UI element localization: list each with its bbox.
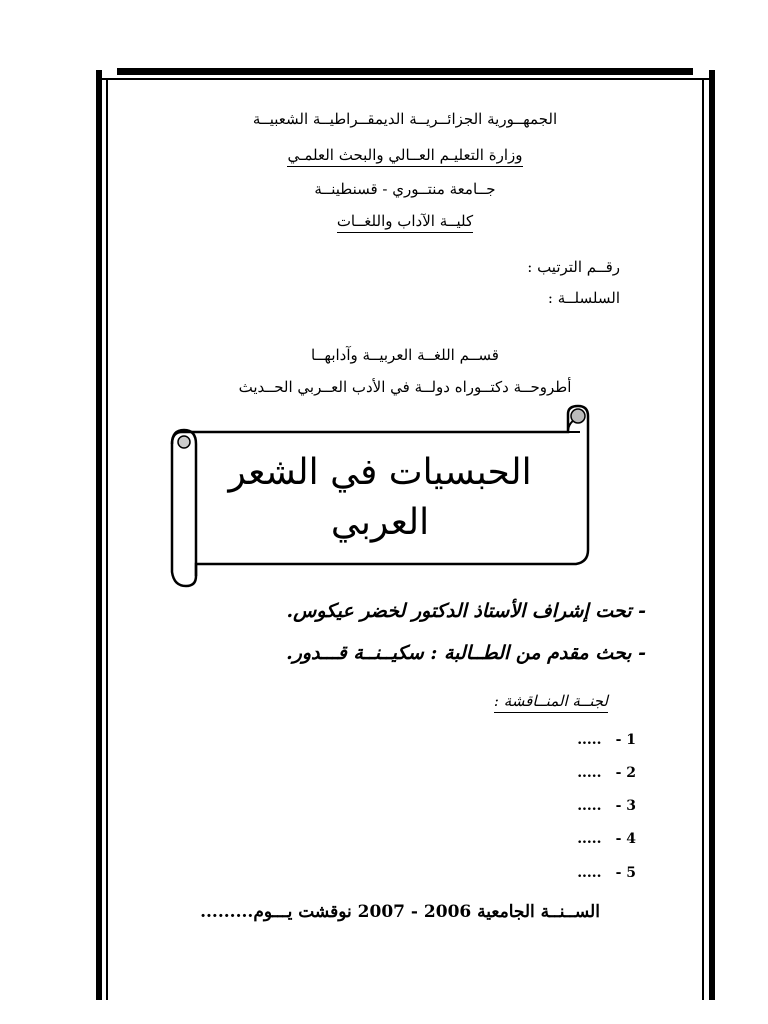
supervisor-line: - تحت إشراف الأستاذ الدكتور لخضر عيكوس. [286,600,646,622]
order-number-label: رقــم الترتيب : [527,258,620,276]
ministry-text: وزارة التعليـم العــالي والبحث العلمـي [287,146,522,167]
department-line: قســم اللغــة العربيــة وآدابهــا [311,346,499,364]
frame-right-border [709,70,715,1000]
frame-top-border [117,68,693,75]
thesis-type-line: أطروحــة دكتــوراه دولــة في الأدب العــربي الحــديث [238,378,572,396]
committee-title [494,692,608,710]
committee-title-text: لجنــة المنــاقشة : [494,692,608,713]
thesis-title-line-1: الحبسيات في الشعر [228,452,532,493]
university-line: جــامعة منتــوري - قسنطينــة [314,180,496,198]
committee-member [577,865,636,881]
series-label: السلسلــة : [547,289,620,307]
member-number: 1 - [615,732,636,748]
member-number: 5 - [615,865,636,881]
committee-member [577,798,636,814]
frame-right-inner-border [702,80,704,1000]
faculty-line [108,212,702,230]
committee-member [577,831,636,847]
member-name: ..... [577,798,602,814]
thesis-title-line-2: العربي [330,502,430,543]
frame-top-inner-border [101,78,709,80]
member-number: 4 - [615,831,636,847]
republic-line: الجمهــورية الجزائــريــة الديمقــراطيــة الشعبيــة [252,110,558,128]
ministry-line [108,146,702,164]
faculty-text: كليــة الآداب واللغــات [337,212,473,233]
member-name: ..... [577,831,602,847]
student-line: - بحث مقدم من الطــالبة : سكيــنــة قـــدور. [286,642,646,664]
member-name: ..... [577,765,602,781]
frame-left-border [96,70,102,1000]
committee-member [577,732,636,748]
thesis-title [190,448,570,548]
member-number: 2 - [615,765,636,781]
committee-member [577,765,636,781]
academic-year-line: الســنــة الجامعية 2006 - 2007 نوقشت يـــوم......... [200,902,600,922]
member-name: ..... [577,732,602,748]
member-number: 3 - [615,798,636,814]
member-name: ..... [577,865,602,881]
